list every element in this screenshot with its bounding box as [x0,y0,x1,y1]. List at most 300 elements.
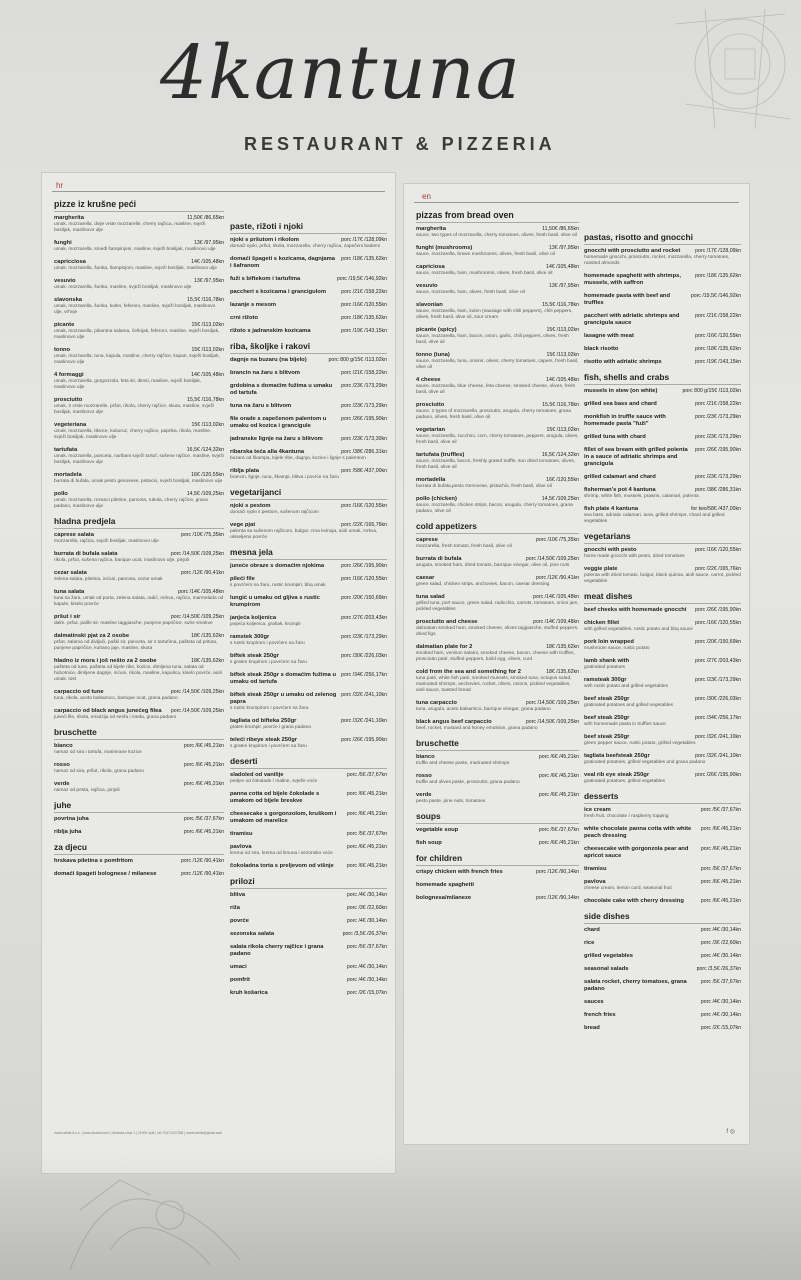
menu-item-row [230,990,387,997]
menu-item-price: porc /14,50€ /109,25kn [170,708,224,714]
menu-item-name: domaći špageti s kozicama, dagnjama i šafranom [230,256,336,269]
menu-item-price: porc /21€ /158,22kn [695,313,741,319]
menu-item [584,826,741,840]
menu-item-price: porc /19€ /143,15kn [341,328,387,334]
menu-item [230,449,387,462]
menu-item [54,491,224,510]
menu-item-price: porc /16€ /120,55kn [695,620,741,626]
menu-item-price: porc /6€ /45,21kn [346,791,387,797]
menu-item-name: file orade s zapečenom palentom u umaku od kozica i grancigule [230,416,327,429]
menu-item-price: porc /6€ /45,21kn [183,743,224,749]
menu-item-row [584,658,741,665]
menu-item-name: caesar [416,575,435,581]
menu-item-row [230,634,387,641]
menu-item-price: porc /23€ /173,29kn [695,414,741,420]
menu-item-row [230,844,387,851]
menu-item [230,563,387,570]
menu-item-name: chicken fillet [584,620,620,626]
menu-item-price: porc /38€ /286,31kn [695,487,741,493]
menu-item [54,829,224,836]
menu-item-name: tartufata [54,447,78,453]
menu-item-row [584,846,741,860]
menu-item [54,372,224,391]
menu-item-name: teleći ribeye steak 250gr [230,737,298,743]
menu-item-name: ribarska teća alla 4kantuna [230,449,305,455]
menu-item [416,792,579,805]
menu-item-price: 14,5€ /109,25kn [186,491,224,497]
menu-item-description: mushroom sauce, rustic potato [584,646,650,651]
menu-item-row [584,734,741,741]
menu-item [416,352,579,371]
menu-item [416,302,579,321]
menu-item-price: porc /21€ /158,22kn [695,401,741,407]
menu-item [584,1012,741,1019]
menu-item-price: 16,5€ /124,32kn [186,447,224,453]
menu-item-name: grilled sea bass and chard [584,401,657,407]
menu-item-row [416,283,579,290]
menu-item [584,999,741,1006]
menu-item-name: slavonian [416,302,443,308]
menu-item-row [54,532,224,539]
menu-item [54,397,224,416]
menu-item-name: 4 formaggi [54,372,84,378]
menu-item-price: porc /16€ /120,55kn [341,576,387,582]
menu-item-description: with homemade pasta in truffles sauce [584,722,666,727]
menu-item [584,313,741,327]
menu-item-price: porc 800 g/15€ /113,02kn [328,357,387,363]
menu-item-description: grilled tuna, port sauce, green salad, radicchio, carrots, tomatoes, onion jam, pickled vegetables [416,601,579,612]
menu-item-name: paccheri s kozicama i grancigulom [230,289,327,295]
menu-item-price: 16€ /120,55kn [191,472,224,478]
menu-item-row [584,388,741,395]
menu-item [54,781,224,794]
menu-item [230,931,387,938]
menu-item [54,858,224,865]
menu-item-row [54,372,224,379]
menu-item-price: porc /10€ /75,35kn [181,532,224,538]
menu-item [584,658,741,671]
menu-item [416,754,579,767]
menu-item [54,240,224,253]
menu-item [584,639,741,652]
menu-item-description: green salad, chicken strips, anchovies, bacon, caesar dressing [416,582,550,587]
menu-item-row [230,977,387,984]
menu-item-price: porc /30€ /226,03kn [341,653,387,659]
menu-item [416,452,579,471]
menu-item-row [584,879,741,886]
menu-item-name: pavlova [230,844,252,850]
menu-item-description: arugula, smoked ham, dried tomato, barrique vinegar, olive oil, pine nuts [416,563,570,568]
menu-item-name: caprese [416,537,438,543]
menu-footer-hr: marin stella d.o.o. | www.4kantuna.hr | ribarska ulica 1 | 21000 split | oib 70471007258 | marin.stella@gmail.com [54,1131,223,1135]
menu-item-price: 15,5€ /116,78kn [542,302,579,308]
menu-item-description: truffle and olives paste, prosciutto, grana padano [416,780,520,785]
menu-item-price: 14€ /105,48kn [191,372,224,378]
menu-item-description: umak, mozzarella, šunka, šampinjoni, masline, svježi bosiljak, maslinovo ulje [54,266,217,271]
menu-item-name: seasonal salads [584,966,629,972]
menu-item-description: umak, mozzarella, šunka, kulen, feferoni, masline, svježi bosiljak, maslinovo ulje, vrhnje [54,304,216,315]
menu-item-price: porc /21€ /158,22kn [341,289,387,295]
menu-item-name: tonno (tuna) [416,352,450,358]
menu-item-price: porc /4€ /30,14kn [700,927,741,933]
menu-item [416,226,579,239]
floor-plan-sketch-icon [645,4,795,134]
menu-item-description: burrata di bufala,pesto Genovese, pistachio, fresh basil, olive oil [416,484,552,489]
menu-item-price: porc /12€ /90,41kn [181,871,224,877]
menu-item-description: dalmatian smoked ham, smoked cheese, olives taggiasche, stuffed peppers, dried figs [416,626,579,637]
section-title: mesna jela [230,547,387,560]
menu-item-price: porc /12€ /90,14kn [536,895,579,901]
menu-item-price: for two/58€ /437,00kn [691,506,741,512]
menu-item-description: preljev od čokolade / maline, svježe voće [230,779,318,784]
menu-item-row [584,487,741,494]
menu-item [584,1025,741,1032]
menu-item [230,383,387,397]
menu-item-price: porc /17€ /128,09kn [695,248,741,254]
menu-item [230,863,387,870]
menu-item-row [230,905,387,912]
menu-item [584,846,741,860]
menu-item-price: porc /14,50€ /109,25kn [525,700,579,706]
menu-item-price: porc /27€ /203,43kn [695,658,741,664]
menu-item-name: umaci [230,964,247,970]
menu-item-description: umak, mozzarella, pikantna salama, češnjak, feferoni, masline, svježi bosiljak, maslinovo ulje [54,329,220,340]
menu-item-name: povrće [230,918,250,924]
menu-item-price: porc /21€ /158,22kn [341,370,387,376]
menu-item [54,472,224,485]
menu-item-row [230,772,387,779]
menu-item-price: porc /5€ /37,67kn [346,944,387,950]
menu-item-price: porc /3€ /22,60kn [700,940,741,946]
menu-item-name: tuna salata [54,589,85,595]
menu-item-name: grilled calamari and chard [584,474,656,480]
menu-item-price: porc /4€ /30,14kn [700,953,741,959]
menu-item-row [584,927,741,934]
menu-item-price: porc /26€ /195,90kn [695,772,741,778]
menu-item-row [584,807,741,814]
menu-item-row [230,357,387,364]
menu-item-row [54,240,224,247]
menu-item-row [416,792,579,799]
menu-item-name: juneće obraze s domaćim njokima [230,563,325,569]
menu-item-description: sauce, mozzarella, zucchini, corn, cherry tomatoes, peppers, arugula, olives, fresh basil, olive oil [416,434,579,445]
menu-item-name: fuži s biftekom i tartufima [230,276,301,282]
menu-item-price: porc /6€ /45,21kn [538,840,579,846]
menu-item-row [230,653,387,660]
menu-item-row [584,940,741,947]
menu-item-name: bolognesa/milaneze [416,895,472,901]
menu-item-name: domaći špageti bolognese / milanese [54,871,157,877]
menu-item-name: fisherman's pot 4 kantuna [584,487,656,493]
menu-item-price: porc /32€ /241,10kn [341,692,387,698]
menu-item-row [54,322,224,329]
menu-item-name: sezonska salata [230,931,275,937]
menu-item-name: caprese salata [54,532,94,538]
menu-item-row [230,918,387,925]
menu-item-price: porc /16€ /120,55kn [695,333,741,339]
menu-item-name: dalmatian plate for 2 [416,644,473,650]
menu-item-price: porc /4€ /30,14kn [700,999,741,1005]
menu-item-description: tuna paté, white fish paté, smoked mussels, smoked tuna, octopus salad, marinated shrimps, anchovies, rocket, olives, onions, pickled vegetables, aioli sauce, toasted bread [416,676,572,693]
menu-item-name: janjeća koljenica [230,615,277,621]
menu-item-description: buzara od škampa, bijele ribe, dagnja, kozice i lignje s palentom [230,456,366,461]
menu-item-row [416,869,579,876]
menu-item-row [54,570,224,577]
menu-item-description: rikola, pršut, sušena rajčica, barique ocat, maslinovo ulje, pinjoli [54,558,190,563]
section-title: deserti [230,756,387,769]
menu-item-description: polenta with dried tomato, bulgur, black quinoa, aioli sauce, carrot, pickled vegetables [584,573,741,584]
croatian-menu-panel [41,172,396,1174]
menu-item-description: sauce, mozzarella, blue cheese, feta cheese, smoked cheese, olives, fresh basil, olive oil [416,384,576,395]
menu-item-price: 14€ /105,48kn [546,377,579,383]
menu-item-row [584,715,741,722]
menu-item-description: umak, mozzarella, šunka, masline, svježi bosiljak, maslinovo ulje [54,285,192,290]
menu-item-price: porc /23€ /173,29kn [695,434,741,440]
menu-item-price: porc /12€ /90,41kn [181,858,224,864]
menu-item [416,264,579,277]
english-menu-panel [403,183,750,1145]
menu-item-price: porc /19,5€ /146,92kn [690,293,741,299]
menu-item [416,477,579,490]
menu-item [54,215,224,234]
menu-item-row [416,477,579,484]
menu-item-description: s povrćem na žaru, rustic krumpiri, bbq umak [230,583,326,588]
menu-item-row [54,871,224,878]
menu-item-price: porc /23€ /173,30kn [341,436,387,442]
menu-item [584,273,741,287]
menu-item-price: porc /5€ /37,67kn [346,831,387,837]
menu-item-description: umak, mozzarella, dvije vrste mozzarelle, cherry rajčica, masline, svježi bosiljak, maslinovo ulje [54,222,206,233]
menu-item-name: gnocchi with pesto [584,547,637,553]
menu-item-name: vegetable soup [416,827,459,833]
menu-item-name: tuna carpaccio [416,700,457,706]
menu-item [230,977,387,984]
menu-item [230,772,387,785]
menu-item [54,762,224,775]
menu-item-price: porc /20€ /150,69kn [341,595,387,601]
menu-item-row [416,840,579,847]
menu-item-name: bianco [54,743,73,749]
menu-item-name: gnocchi with prosciutto and rocket [584,248,681,254]
menu-item-price: porc /3€ /22,60kn [346,905,387,911]
menu-item-row [416,827,579,834]
menu-item [230,811,387,825]
menu-item [416,556,579,569]
menu-item [230,522,387,541]
menu-item-description: palenta sa sušenom rajčicom, bulgur, crna kvinoja, aioli umak, mrkva, ukiseljeno povrće [230,529,378,540]
menu-item [54,743,224,756]
menu-item-name: tartufata (truffles) [416,452,465,458]
menu-item [230,328,387,335]
menu-item-description: juneći file, rikola, emulzija od senfa i meda, grana padano [54,715,177,720]
menu-item [54,871,224,878]
menu-item-price: porc /14,50€ /109,25kn [170,689,224,695]
menu-item-row [230,522,387,529]
menu-item-row [584,434,741,441]
menu-item [584,953,741,960]
menu-item [230,791,387,805]
menu-item-row [230,692,387,706]
menu-item-price: 14€ /105,48kn [191,259,224,265]
menu-item-name: monkfish in truffle sauce with homemade pasta "fuži" [584,414,666,427]
menu-item-name: tonno [54,347,71,353]
menu-item [54,322,224,341]
menu-item-row [230,964,387,971]
menu-item-price: porc /6€ /45,21kn [346,811,387,817]
menu-item-row [416,352,579,359]
menu-item-row [584,898,741,905]
menu-item-name: tagliata beefsteak 250gr [584,753,650,759]
menu-item-price: porc /5€ /37,67kn [700,979,741,985]
menu-item-price: porc /4€ /30,14kn [346,977,387,983]
menu-item [584,677,741,690]
menu-item-row [230,595,387,609]
menu-item-row [230,944,387,958]
menu-item-name: chocolate cake with cherry dressing [584,898,684,904]
menu-item [584,753,741,766]
menu-item-price: porc /23€ /173,29kn [341,403,387,409]
menu-item-row [54,633,224,640]
menu-item-row [416,754,579,761]
menu-item-price: porc /6€ /45,21kn [700,898,741,904]
menu-item-name: tiramisu [230,831,253,837]
menu-item [230,905,387,912]
menu-item [230,576,387,589]
menu-item-description: tuna sa žara, umak od porta, zelena salata, radić, mrkva, rajčica, marmelada od kapule, kiselo povrće [54,596,224,607]
menu-item-description: cheese cream, lemon curd, seasonal fruit [584,886,672,891]
menu-item [230,634,387,647]
menu-item-row [54,491,224,498]
menu-item-price: porc /10€ /75,35kn [536,537,579,543]
menu-item-row [54,259,224,266]
menu-item-price: porc /32€ /241,10kn [695,753,741,759]
menu-item-row [230,672,387,686]
menu-item [416,594,579,613]
menu-item-price: 16,5€ /124,32kn [541,452,579,458]
menu-item-row [416,669,579,676]
menu-item-name: cezar salata [54,570,87,576]
menu-item [584,434,741,441]
menu-item-description: s graten krupirom i povrćem na žaru [230,660,307,665]
menu-item-name: brancin na žaru s blitvom [230,370,300,376]
menu-item-row [230,811,387,825]
menu-item [54,633,224,652]
menu-item-row [416,594,579,601]
section-title: bruschette [54,727,224,740]
menu-item [54,347,224,366]
menu-item-name: beef steak 250gr [584,734,630,740]
menu-item-description: domaći njoki s pestom, sušenom rajčicom [230,510,319,515]
menu-item-price: porc /12€ /90,14kn [536,869,579,875]
menu-item-description: sauce, mozzarella, bacon, freshly grated truffle, sun dried tomatoes, olives, fresh basil, olive oil [416,459,576,470]
menu-item-price: porc /4€ /30,14kn [346,964,387,970]
menu-item-price: porc /34€ /256,17kn [695,715,741,721]
menu-item-price: porc /26€ /195,90kn [695,447,741,453]
menu-item [584,248,741,267]
menu-item-row [416,302,579,309]
menu-item [416,700,579,713]
menu-item-name: rosso [54,762,70,768]
menu-item-price: porc /4€ /30,14kn [346,892,387,898]
menu-item [54,532,224,545]
menu-item [416,327,579,346]
menu-item-name: riblja plata [230,468,259,474]
menu-item-price: porc /4€ /30,14kn [700,1012,741,1018]
menu-item-name: verde [416,792,432,798]
menu-item-name: pileći file [230,576,255,582]
menu-item-price: porc /14€ /105,48kn [533,594,579,600]
menu-item-name: pork loin wrapped [584,639,634,645]
menu-item [584,566,741,585]
menu-item-name: vege pjat [230,522,256,528]
menu-item-name: fish soup [416,840,442,846]
menu-item-row [230,737,387,744]
menu-item-row [230,831,387,838]
menu-item-name: salata rocket, cherry tomatoes, grana padano [584,979,687,992]
menu-item-description: umak, mozzarella, tikvice, kukuruz, cherry rajčice, paprika, rikola, masline, svježi bosiljak, maslinovo ulje [54,429,212,440]
menu-item [416,882,579,889]
menu-item [54,708,224,721]
menu-item-row [416,556,579,563]
restaurant-logo: 4kantuna [160,30,521,116]
menu-item-name: tiramisu [584,866,607,872]
menu-item-price: porc /3,5€ /26,37kn [342,931,387,937]
menu-item-price: porc /26€ /195,90kn [341,737,387,743]
menu-item-description: green pepper sauce, rustic potato, grilled vegetables [584,741,696,746]
menu-item-description: pesto paste, pine nuts, tomatoes [416,799,486,804]
menu-item-description: shrimp, white fish, mussels, prawns, calamari, polenta [584,494,699,499]
menu-item-price: porc /32€ /241,10kn [695,734,741,740]
menu-item-description: sauce, mozzarella, ham, mushrooms, olives, fresh basil, olive oil [416,271,553,276]
section-title: paste, rižoti i njoki [230,221,387,234]
menu-item [584,293,741,307]
menu-item-row [54,743,224,750]
menu-item [230,237,387,250]
menu-item [584,447,741,468]
menu-item-name: jadranske lignje na žaru s blitvom [230,436,323,442]
menu-item-row [54,297,224,304]
menu-item-description: tuna, arugula, aceto balsamico, barrique vinegar, grana padano [416,707,551,712]
menu-item-price: porc /6€ /45,21kn [538,754,579,760]
menu-item-row [230,791,387,805]
menu-item-row [416,327,579,334]
menu-item-name: burrata di bufala [416,556,462,562]
menu-item-description: sauce, mozzarella, ham, olives, fresh basil, olive oil [416,290,525,295]
menu-item-description: sauce, mozzarella, tuna, onions, olives, cherry tomatoes, capers, fresh basil, olive oil [416,359,579,370]
menu-item-row [584,953,741,960]
menu-item-price: porc /6€ /45,21kn [346,844,387,850]
menu-item-price: porc /6€ /45,21kn [183,762,224,768]
menu-item-row [54,658,224,665]
menu-item-name: lasagne with meat [584,333,634,339]
menu-item-price: 11,50€ /86,65kn [187,215,224,221]
menu-item-price: porc /5€ /37,67kn [538,827,579,833]
menu-item-description: umak, mozzarella, tuna, kapula, masline, cherry rajčice, kapari, svježi bosiljak, maslinovo ulje [54,354,220,365]
menu-item-name: paccheri with adriatic shrimps and grancigula sauce [584,313,680,326]
menu-item-price: 13€ /97,95kn [549,283,579,289]
menu-item-description: gratinated potatoes and grilled vegetables [584,703,674,708]
menu-item-name: verde [54,781,70,787]
section-title: vegetarians [584,531,741,544]
menu-item-row [584,966,741,973]
menu-item [230,918,387,925]
menu-item-description: homemade gnocchi, prosciutto, rocket, mozzarella, cherry tomatoes, roasted almonds [584,255,730,266]
menu-item [230,990,387,997]
menu-item-row [230,256,387,270]
menu-item-row [416,882,579,889]
menu-item [416,719,579,732]
menu-item-name: homemade spaghetti with shrimps, mussels, with saffron [584,273,681,286]
